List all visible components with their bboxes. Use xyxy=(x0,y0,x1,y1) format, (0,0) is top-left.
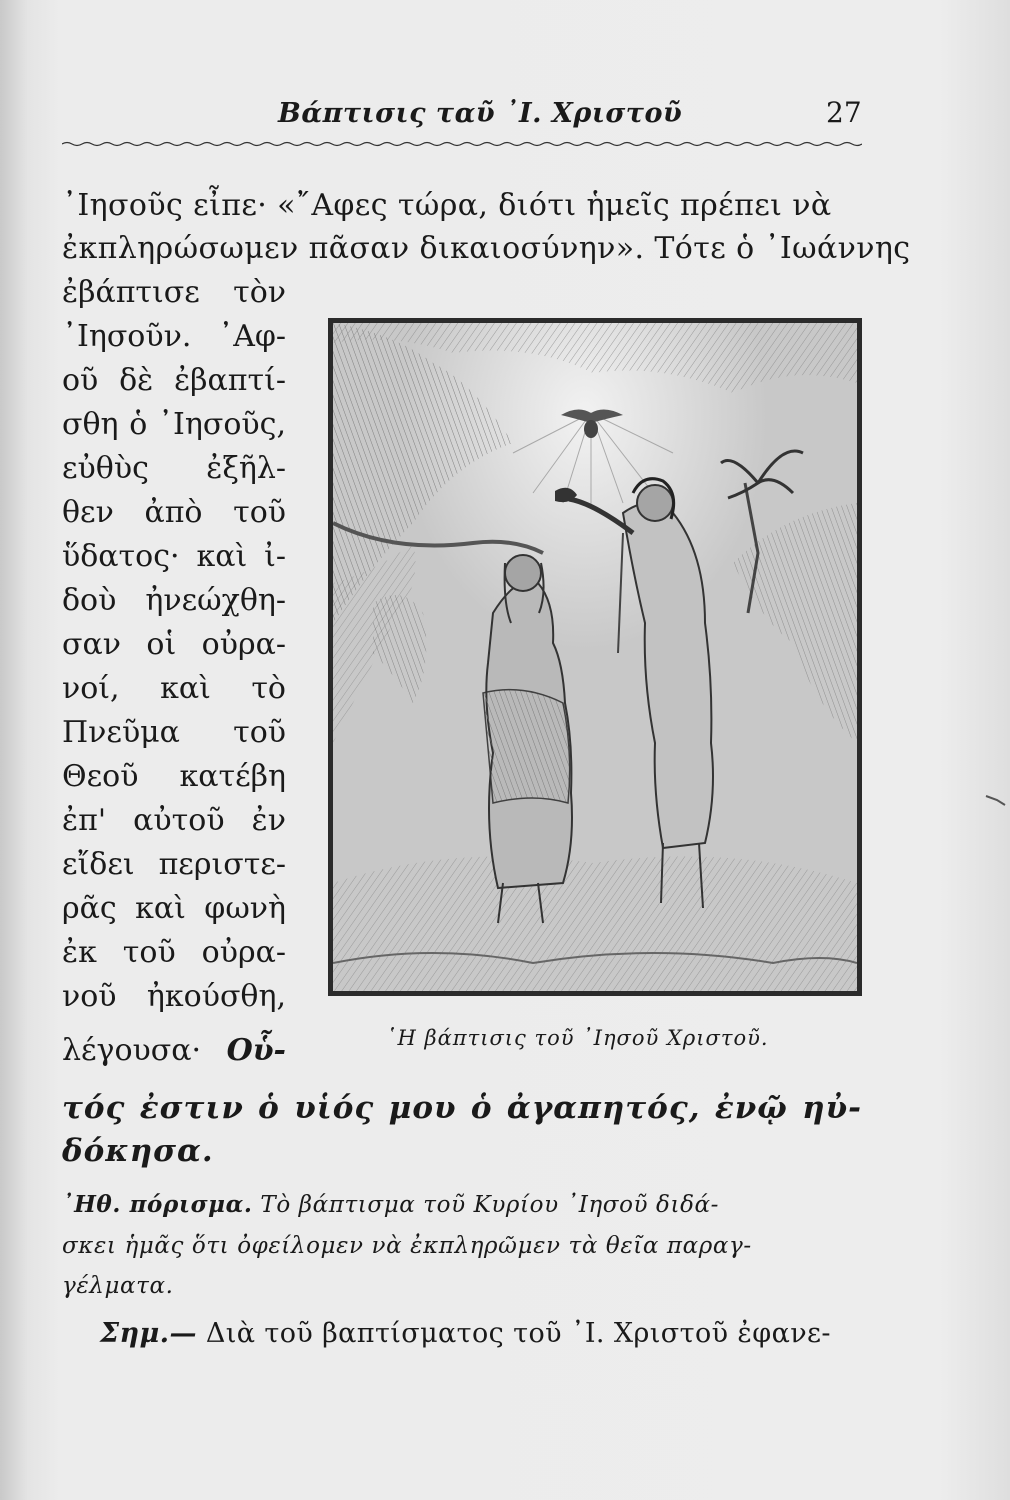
note-label: Σημ.— xyxy=(100,1318,197,1349)
bold-text-fragment: Οὗ- xyxy=(226,1033,286,1068)
text-line: ἐκπληρώσωμεν πᾶσαν δικαιοσύνην». Τότε ὁ ᾿Ιωάννης xyxy=(62,231,911,266)
text-line: σθη ὁ ᾿Ιησοῦς, xyxy=(62,407,286,442)
text-line: ἐβάπτισε τὸν xyxy=(62,275,286,310)
text-line: δοὺ ἠνεώχθη- xyxy=(62,583,286,618)
moral-line: γέλματα. xyxy=(62,1273,174,1299)
text-line: θεν ἀπὸ τοῦ xyxy=(62,495,286,530)
text-line: σαν οἱ οὐρα- xyxy=(62,627,286,662)
bold-italic-line: δόκησα. xyxy=(62,1133,214,1169)
text-fragment: λέγουσα· xyxy=(62,1033,202,1068)
text-line: νοῦ ἠκούσθη, xyxy=(62,979,286,1014)
text-line: Θεοῦ κατέβη xyxy=(62,759,286,794)
moral-line: σκει ἡμᾶς ὅτι ὀφείλομεν νὰ ἐκπληρῶμεν τὰ θεῖα παραγ- xyxy=(62,1233,752,1259)
text-line: οῦ δὲ ἐβαπτί- xyxy=(62,363,286,398)
wavy-header-rule xyxy=(62,141,862,147)
running-head-title: Βάπτισις ταῦ ᾿Ι. Χριστοῦ xyxy=(278,98,683,129)
text-line: νοί, καὶ τὸ xyxy=(62,671,286,706)
moral-text: Τὸ βάπτισμα τοῦ Κυρίου ᾿Ιησοῦ διδά- xyxy=(260,1192,720,1218)
moral-label: ᾿Ηθ. πόρισμα. xyxy=(62,1191,253,1218)
text-line xyxy=(62,1033,286,1068)
text-line: ὕδατος· καὶ ἰ- xyxy=(62,539,286,574)
text-line: ᾿Ιησοῦν. ᾿Αφ- xyxy=(62,319,286,354)
figure-caption: ῾Η βάπτισις τοῦ ᾿Ιησοῦ Χριστοῦ. xyxy=(386,1026,769,1050)
text-line: εἴδει περιστε- xyxy=(62,847,286,882)
text-line: ᾿Ιησοῦς εἶπε· «῎Αφες τώρα, διότι ἡμεῖς πρέπει νὰ xyxy=(62,188,832,223)
baptism-illustration xyxy=(333,323,857,991)
text-line: ἐπ' αὐτοῦ ἐν xyxy=(62,803,286,838)
text-line: ἐκ τοῦ οὐρα- xyxy=(62,935,286,970)
text-line: ρᾶς καὶ φωνὴ xyxy=(62,891,286,926)
margin-mark xyxy=(985,792,1007,806)
moral-line xyxy=(62,1191,719,1218)
baptism-engraving xyxy=(328,318,862,996)
bold-italic-line: τός ἐστιν ὁ υἱός μου ὁ ἀγαπητός, ἐνῷ ηὐ- xyxy=(62,1090,862,1126)
text-line: εὐθὺς ἐξῆλ- xyxy=(62,451,286,486)
page-number: 27 xyxy=(826,96,862,129)
note-line xyxy=(100,1318,831,1349)
note-text: Διὰ τοῦ βαπτίσματος τοῦ ᾿Ι. Χριστοῦ ἐφανε- xyxy=(205,1318,831,1349)
text-line: Πνεῦμα τοῦ xyxy=(62,715,286,750)
